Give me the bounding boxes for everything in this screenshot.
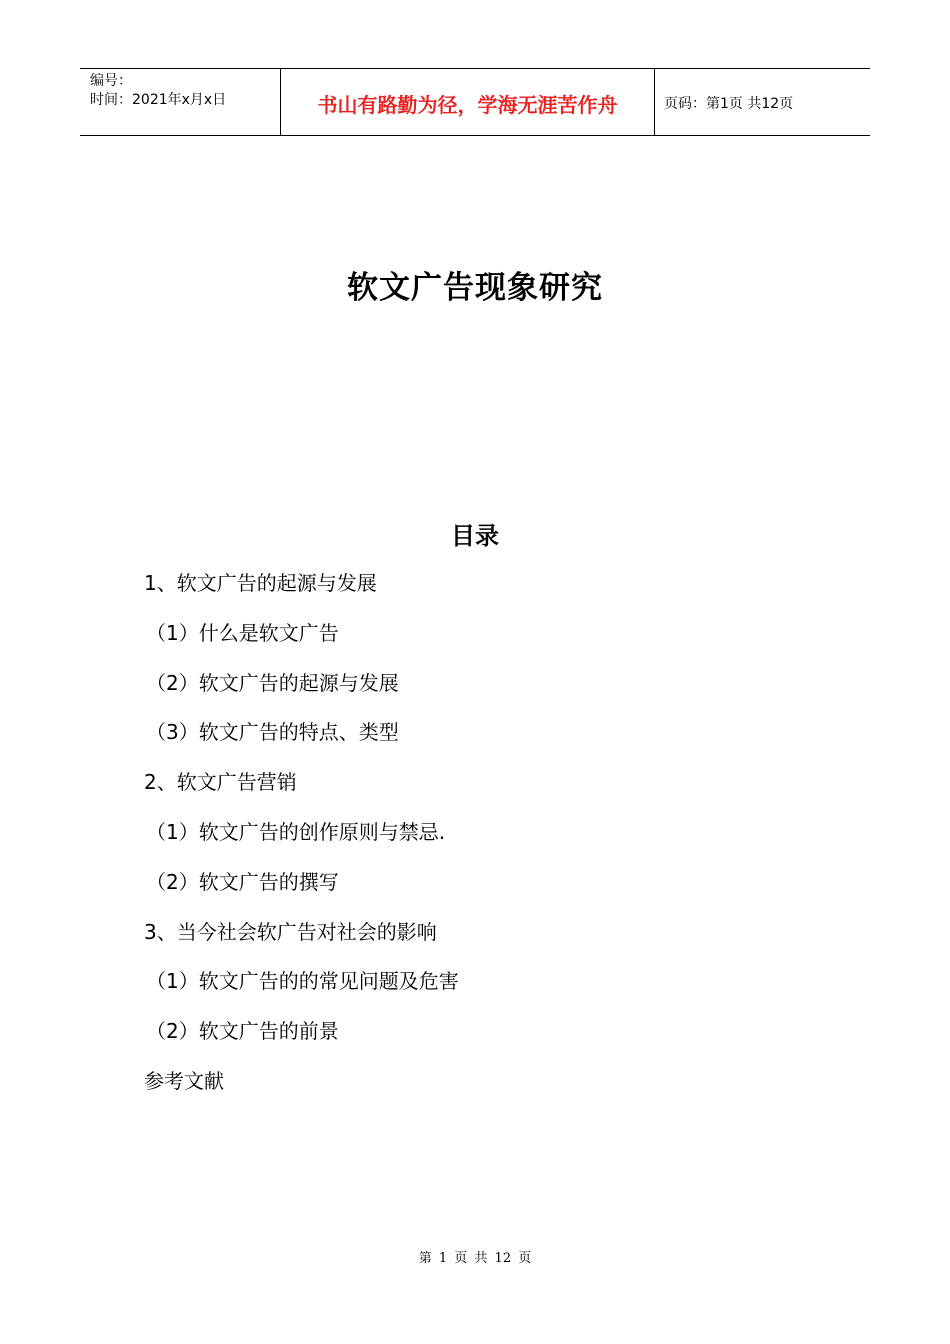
toc-item: （2）软文广告的起源与发展	[146, 670, 399, 695]
toc-item: （3）软文广告的特点、类型	[146, 720, 399, 745]
toc-item: 参考文献	[144, 1068, 224, 1093]
toc-item: （2）软文广告的撰写	[146, 869, 339, 894]
toc-item: （1）软文广告的创作原则与禁忌.	[146, 819, 446, 844]
toc-item: （1）什么是软文广告	[146, 620, 339, 645]
toc-item: （2）软文广告的前景	[146, 1019, 339, 1044]
document-number: 编号：	[90, 73, 132, 89]
document-title: 软文广告现象研究	[347, 270, 603, 306]
document-date: 时间：2021年x月x日	[90, 92, 227, 108]
toc-item: 3、当今社会软广告对社会的影响	[144, 919, 437, 944]
toc-item: 2、软文广告营销	[144, 770, 297, 795]
toc-item: （1）软文广告的的常见问题及危害	[146, 969, 459, 994]
header-meta	[80, 69, 281, 135]
header-motto: 书山有路勤为径，学海无涯苦作舟	[281, 69, 655, 135]
page-footer: 第 1 页 共 12 页	[418, 1251, 532, 1266]
header-page-info: 页码：第1页 共12页	[664, 96, 794, 112]
toc-heading: 目录	[451, 522, 499, 550]
toc-item: 1、软文广告的起源与发展	[144, 571, 377, 595]
page-header	[80, 68, 870, 136]
table-of-contents	[144, 568, 459, 1116]
